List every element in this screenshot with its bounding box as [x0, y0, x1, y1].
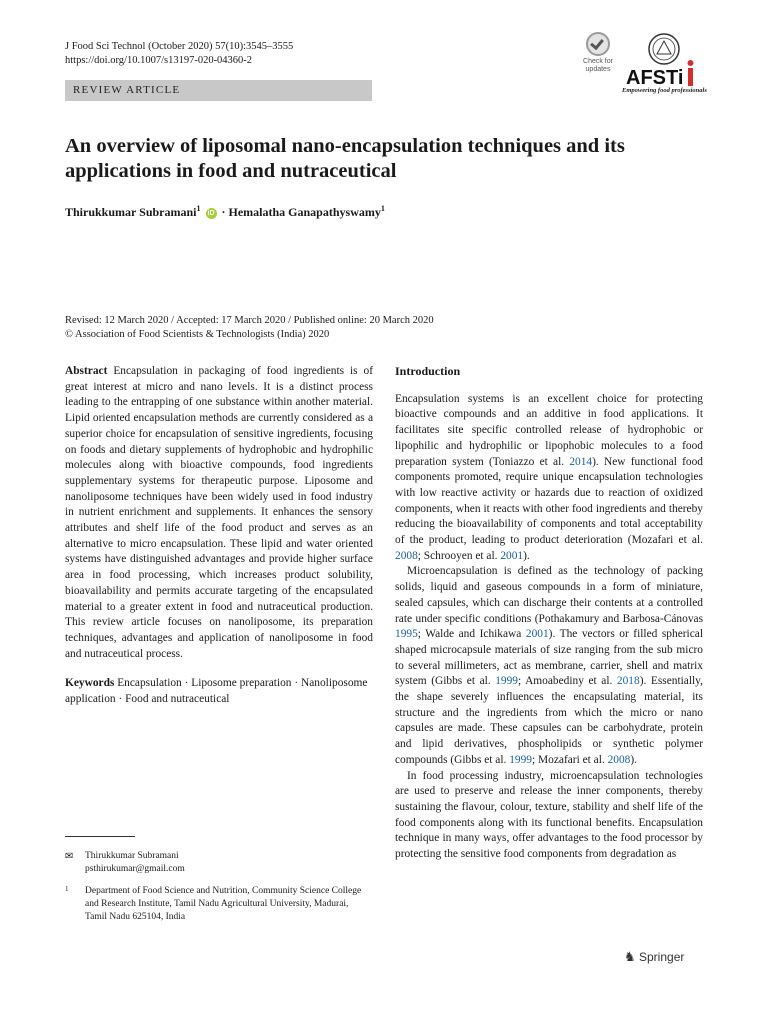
citation-link[interactable]: 2001 [500, 549, 524, 562]
abstract-text: Encapsulation in packaging of food ingredients is of great interest at micro and nano levels. It is a distinct process leading to the entrapping of one substance within another material. Lipid oriented encapsulation methods are currently considered as a superior choice for encapsulation of sensitive ingredients, focusing on foods and dietary supplements of hydrophobic and hydrophilic molecules along with bioactive compounds, food ingredients supplementary systems for therapeutic purpose. Liposome and nanoliposome techniques have been widely used in food industry in nutrient enrichment and supplements. It enhances the sensory attributes and shelf life of the food product and serves as an alternative to micro encapsulation. These lipid and water oriented systems have distinguished advantages and provide higher surface area in food processing, which increases product solubility, bioavailability and permits accurate targeting of the encapsulated material to a greater extent in food and nutraceutical production. This review article focuses on nanoliposome, its preparation techniques, advantages and application of nanoliposome in food and nutraceutical process. [65, 365, 373, 660]
citation-link[interactable]: 2008 [607, 753, 631, 766]
right-column [395, 364, 703, 863]
introduction-paragraph: Encapsulation systems is an excellent choice for protecting bioactive compounds and an additive in food applications. It facilitates site specific controlled release of hydrophobic or lipophilic and hydrophilic or lipophobic molecules to a food preparation system (Toniazzo et al. 2014). New functional food components promoted, require unique encapsulation technologies with low reactive activity or hazards due to reaction of oxidized components, when it reacts with other food ingredients and thereby reducing the bioavailability of components and total acceptability of the product, leading to product deterioration (Mozafari et al. 2008; Schrooyen et al. 2001). [395, 392, 703, 562]
publication-dates: Revised: 12 March 2020 / Accepted: 17 March 2020 / Published online: 20 March 2020 [65, 315, 434, 326]
author-name[interactable]: Thirukkumar Subramani [65, 205, 197, 219]
publisher-logo [624, 950, 684, 965]
introduction-paragraph: Microencapsulation is defined as the technology of packing solids, liquid and gaseous compounds in a form of miniature, sealed capsules, which can discharge their contents at a controlled rate under specific conditions (Pothakamury and Barbosa-Cánovas 1995; Walde and Ichikawa 2001). The vectors or filled spherical shaped microcapsule materials of size ranging from the sub micro to several millimeters, act as membrane, carrier, shell and matrix system (Gibbs et al. 1999; Amoabediny et al. 2018). Essentially, the shape severely influences the encapsulating material, its structure and the ingredients from which the micro or nano capsules are made. These capsules can be carbohydrate, protein and lipid derivatives, phospholipids or synthetic polymer compounds (Gibbs et al. 1999; Mozafari et al. 2008). [395, 565, 703, 766]
afsti-logo [620, 32, 707, 98]
citation-link[interactable]: 2001 [525, 628, 549, 641]
citation-link[interactable]: 1999 [495, 675, 518, 688]
abstract-heading: Abstract [65, 365, 108, 377]
logo-tagline: Empowering food professionals [622, 87, 707, 94]
footnote-rule [65, 836, 135, 837]
article-type-badge: REVIEW ARTICLE [65, 80, 372, 101]
citation-link[interactable]: 2014 [569, 455, 593, 468]
orcid-icon[interactable]: iD [207, 209, 215, 217]
affiliation-marker: 1 [196, 204, 201, 213]
affiliation-footnote [65, 885, 365, 924]
publication-info [65, 314, 434, 342]
introduction-heading: Introduction [395, 364, 461, 378]
check-icon [586, 32, 610, 56]
article-title: An overview of liposomal nano-encapsulation techniques and its applications in food and nutraceutical [65, 135, 625, 182]
logo-text: AFSTi [626, 67, 684, 88]
author-name[interactable]: Hemalatha Ganapathyswamy [228, 205, 381, 219]
keywords [65, 676, 373, 707]
abstract [65, 364, 373, 662]
author-separator: · [218, 205, 229, 219]
doi-link[interactable]: https://doi.org/10.1007/s13197-020-04360-2 [65, 55, 253, 66]
springer-horse-icon: ♞ [624, 950, 636, 965]
citation-link[interactable]: 2008 [395, 549, 418, 562]
affiliation-text: Department of Food Science and Nutrition, Community Science College and Research Institute, Tamil Nadu Agricultural University, Madurai, Tamil Nadu 625104, India [85, 886, 362, 922]
check-updates-label: Check for updates [583, 58, 613, 73]
author-list [65, 204, 385, 220]
keywords-text: Encapsulation · Liposome preparation · Nanoliposome application · Food and nutraceutical [65, 677, 368, 706]
affiliation-number: 1 [65, 885, 69, 893]
check-for-updates-button[interactable] [578, 32, 618, 73]
journal-line: J Food Sci Technol (October 2020) 57(10):3545–3555 [65, 41, 294, 52]
copyright-line: © Association of Food Scientists & Technologists (India) 2020 [65, 329, 330, 340]
citation-link[interactable]: 1995 [395, 628, 418, 641]
keywords-heading: Keywords [65, 677, 115, 690]
publisher-name: Springer [639, 950, 685, 964]
contact-email[interactable]: psthirukumar@gmail.com [85, 864, 185, 874]
journal-citation [65, 40, 293, 68]
citation-link[interactable]: 1999 [509, 753, 532, 766]
affiliation-marker: 1 [380, 204, 385, 213]
left-column [65, 364, 373, 708]
envelope-icon: ✉ [65, 851, 74, 862]
citation-link[interactable]: 2018 [616, 675, 640, 688]
contact-name: Thirukkumar Subramani [85, 851, 179, 861]
introduction-paragraph: In food processing industry, microencapsulation technologies are used to preserve and release the inner components, thereby sustaining the flavour, colour, texture, stability and shelf life of the food components along with its functional benefits. Encapsulation technique in many ways, offer advantages to the food processor by protecting the sensitive food components from degradation as [395, 769, 703, 861]
corresponding-author [65, 850, 365, 876]
afsti-emblem-icon [620, 32, 704, 88]
